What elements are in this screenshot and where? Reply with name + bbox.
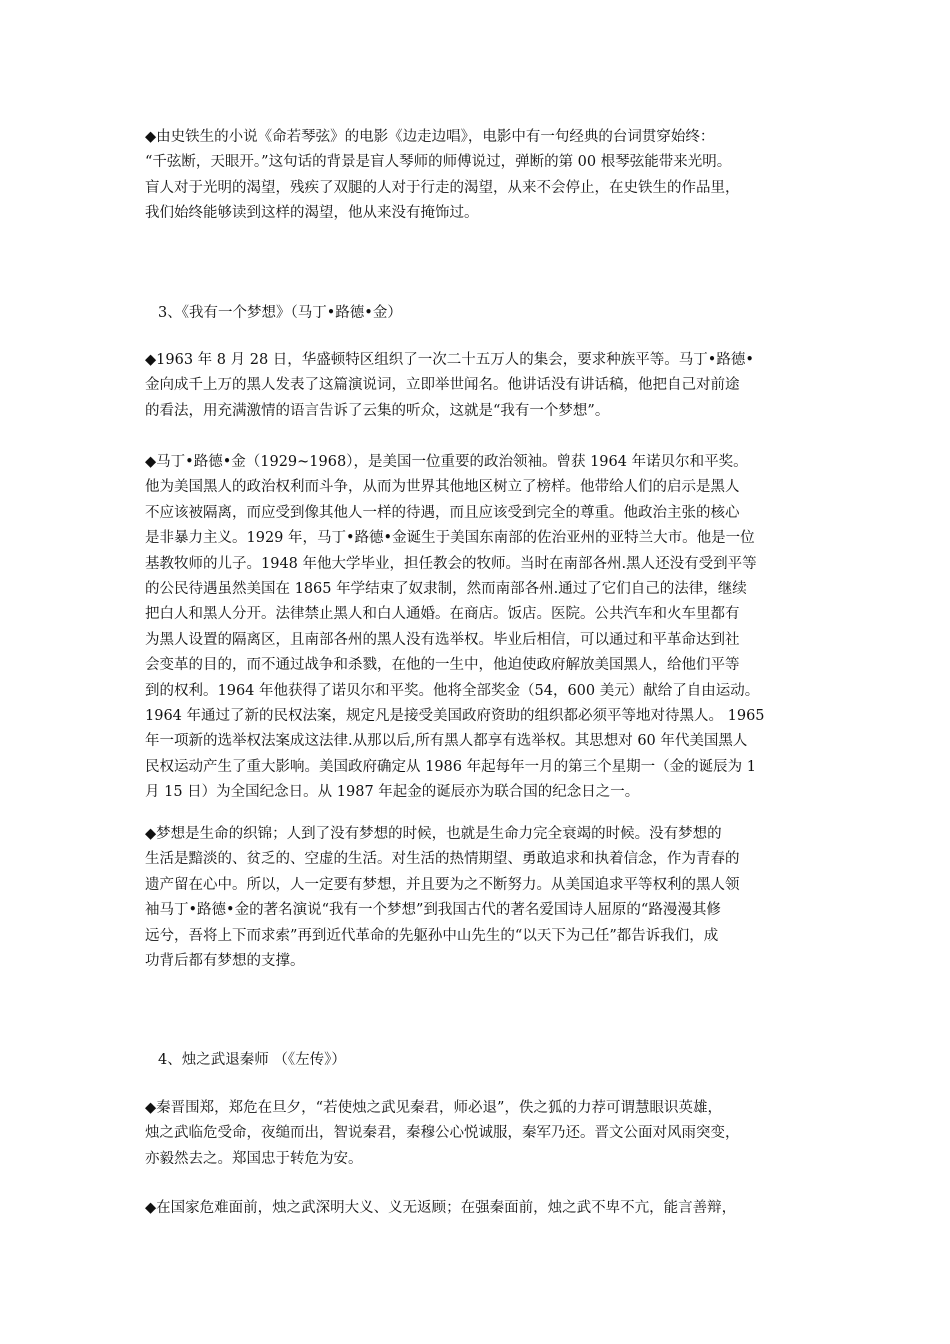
text-line: 的看法，用充满激情的语言告诉了云集的听众，这就是“我有一个梦想”。 [145, 402, 610, 419]
text-line: 民权运动产生了重大影响。美国政府确定从 1986 年起每年一月的第三个星期一（金的诞辰为 1 [145, 758, 756, 775]
text-line: 的公民待遇虽然美国在 1865 年学结束了奴隶制，然而南部各州.通过了它们自己的法律，继续 [145, 581, 747, 598]
text-line: 不应该被隔离，而应受到像其他人一样的待遇，而且应该受到完全的尊重。他政治主张的核心 [145, 504, 740, 521]
text-line: 年一项新的选举权法案成这法律.从那以后,所有黑人都享有选举权。其思想对 60 年代美国黑人 [145, 733, 748, 750]
text-line: ◆在国家危难面前，烛之武深明大义、义无返顾；在强秦面前，烛之武不卑不亢，能言善辩， [145, 1200, 737, 1216]
text-line: 盲人对于光明的渴望，残疾了双腿的人对于行走的渴望，从来不会停止，在史铁生的作品里， [145, 179, 740, 196]
text-line: 袖马丁•路德•金的著名演说“我有一个梦想”到我国古代的著名爱国诗人屈原的“路漫漫其修 [145, 902, 721, 919]
paragraph-mlk-speech [145, 348, 825, 424]
text-line: 到的权利。1964 年他获得了诺贝尔和平奖。他将全部奖金（54，600 美元）献给了自由运动。 [145, 682, 760, 699]
text-line: 1964 年通过了新的民权法案，规定凡是接受美国政府资助的组织都必须平等地对待黑人。 1965 [145, 708, 765, 725]
text-line: 我们始终能够读到这样的渴望，他从来没有掩饰过。 [145, 205, 479, 222]
text-line: 会变革的目的，而不通过战争和杀戮，在他的一生中，他迫使政府解放美国黑人，给他们平等 [145, 657, 740, 674]
text-line: 烛之武临危受命，夜缒而出，智说秦君，秦穆公心悦诚服，秦军乃还。晋文公面对风雨突变， [145, 1125, 740, 1142]
text-line: ◆梦想是生命的织锦；人到了没有梦想的时候，也就是生命力完全衰竭的时候。没有梦想的 [145, 826, 722, 842]
paragraph-mlk-biography [145, 450, 825, 806]
text-line: 月 15 日）为全国纪念日。从 1987 年起金的诞辰亦为联合国的纪念日之一。 [145, 784, 640, 801]
text-line: 金向成千上万的黑人发表了这篇演说词，立即举世闻名。他讲话没有讲话稿，他把自己对前途 [145, 377, 740, 394]
text-line: ◆马丁•路德•金（1929~1968），是美国一位重要的政治领袖。曾获 1964 年诺贝尔和平奖。 [145, 454, 748, 470]
text-line: “千弦断，天眼开。”这句话的背景是盲人琴师的师傅说过，弹断的第 00 根琴弦能带来光明。 [145, 154, 732, 171]
section-heading-3: 3、《我有一个梦想》（马丁•路德•金） [158, 305, 402, 321]
text-line: 他为美国黑人的政治权利而斗争，从而为世界其他地区树立了榜样。他带给人们的启示是黑人 [145, 479, 740, 496]
text-line: ◆1963 年 8 月 28 日，华盛顿特区组织了一次二十五万人的集会，要求种族平等。马丁•路德• [145, 352, 754, 368]
text-line: 基教牧师的儿子。1948 年他大学毕业，担任教会的牧师。当时在南部各州.黑人还没有受到平等 [145, 555, 757, 572]
text-line: 亦毅然去之。郑国忠于转危为安。 [145, 1150, 363, 1167]
text-line: 遗产留在心中。所以，人一定要有梦想，并且要为之不断努力。从美国追求平等权利的黑人领 [145, 876, 740, 893]
text-line: ◆秦晋围郑，郑危在旦夕，“若使烛之武见秦君，师必退”，佚之狐的力荐可谓慧眼识英雄， [145, 1100, 722, 1116]
text-line: 生活是黯淡的、贫乏的、空虚的生活。对生活的热情期望、勇敢追求和执着信念，作为青春的 [145, 851, 740, 868]
paragraph-zhu-zhiwu-virtue [145, 1196, 825, 1221]
text-line: 把白人和黑人分开。法律禁止黑人和白人通婚。在商店。饭店。医院。公共汽车和火车里都有 [145, 606, 740, 623]
text-line: 功背后都有梦想的支撑。 [145, 953, 305, 970]
section-heading-4: 4、烛之武退秦师 （《左传》） [158, 1052, 346, 1068]
paragraph-shi-tiesheng [145, 125, 825, 227]
paragraph-dreams [145, 822, 825, 974]
paragraph-zhu-zhiwu [145, 1096, 825, 1172]
text-line: ◆由史铁生的小说《命若琴弦》的电影《边走边唱》，电影中有一句经典的台词贯穿始终： [145, 129, 715, 145]
text-line: 是非暴力主义。1929 年，马丁•路德•金诞生于美国东南部的佐治亚州的亚特兰大市。他是一位 [145, 530, 755, 547]
text-line: 为黑人设置的隔离区，且南部各州的黑人没有选举权。毕业后相信，可以通过和平革命达到社 [145, 631, 740, 648]
text-line: 远兮，吾将上下而求索”再到近代革命的先躯孙中山先生的“以天下为己任”都告诉我们，成 [145, 927, 719, 944]
